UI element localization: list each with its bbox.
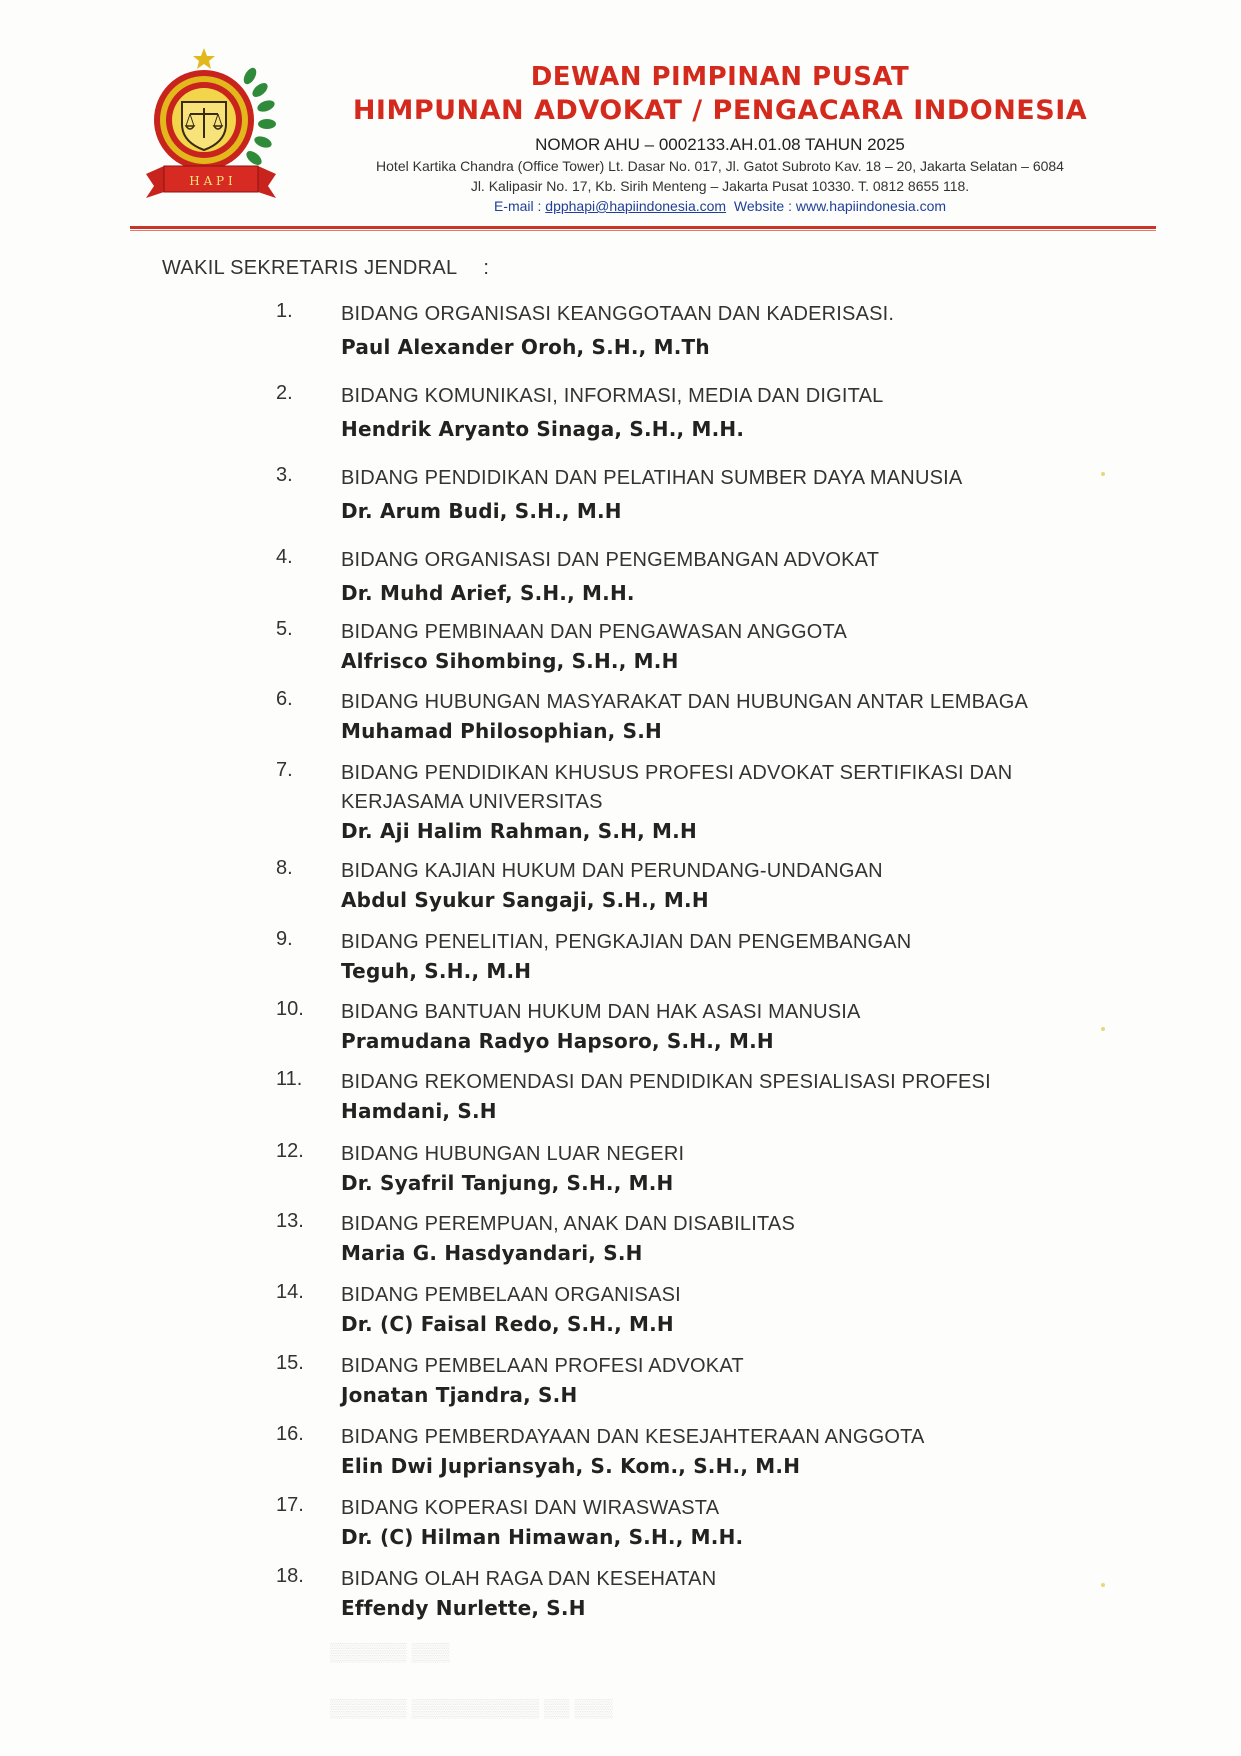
person-name: Paul Alexander Oroh, S.H., M.Th xyxy=(341,335,710,359)
item-field-block xyxy=(341,688,1161,746)
item-number: 1. xyxy=(276,300,293,322)
item-number: 8. xyxy=(276,857,293,879)
person-name: Dr. Aji Halim Rahman, S.H, M.H xyxy=(341,819,697,843)
field-title: BIDANG PEMBELAAN ORGANISASI xyxy=(341,1284,681,1306)
bleed-through-mark: ▒▒▒▒▒▒ ▒▒▒▒▒▒▒▒▒▒ ▒▒ ▒▒▒ xyxy=(330,1698,613,1718)
item-field-block xyxy=(341,857,1161,915)
address-line-2: Jl. Kalipasir No. 17, Kb. Sirih Menteng – Jakarta Pusat 10330. T. 0812 8655 118. xyxy=(470,178,970,194)
item-field-block xyxy=(341,464,1161,526)
scan-speck xyxy=(1101,1583,1105,1587)
website-label: Website : xyxy=(733,198,792,214)
field-title: BIDANG PEMBINAAN DAN PENGAWASAN ANGGOTA xyxy=(341,621,848,643)
person-name: Alfrisco Sihombing, S.H., M.H xyxy=(341,649,679,673)
item-number: 2. xyxy=(276,382,293,404)
letterhead-text xyxy=(310,60,1130,216)
contact-line xyxy=(310,196,1130,216)
email-link[interactable]: dpphapi@hapiindonesia.com xyxy=(545,198,727,214)
item-field-block xyxy=(341,618,1161,676)
person-name: Maria G. Hasdyandari, S.H xyxy=(341,1241,643,1265)
item-number: 10. xyxy=(276,998,304,1020)
item-number: 12. xyxy=(276,1140,304,1162)
field-title: BIDANG PEMBELAAN PROFESI ADVOKAT xyxy=(341,1355,744,1377)
item-field-block xyxy=(341,759,1161,846)
item-number: 5. xyxy=(276,618,293,640)
person-name: Pramudana Radyo Hapsoro, S.H., M.H xyxy=(341,1029,774,1053)
svg-text:H A P I: H A P I xyxy=(189,174,233,188)
scan-speck xyxy=(1101,1027,1105,1031)
field-title: BIDANG PEREMPUAN, ANAK DAN DISABILITAS xyxy=(341,1213,796,1235)
field-title: BIDANG REKOMENDASI DAN PENDIDIKAN SPESIALISASI PROFESI xyxy=(341,1071,991,1093)
person-name: Muhamad Philosophian, S.H xyxy=(341,719,662,743)
field-title: BIDANG OLAH RAGA DAN KESEHATAN xyxy=(341,1568,717,1590)
section-title-colon: : xyxy=(483,257,490,279)
person-name: Effendy Nurlette, S.H xyxy=(341,1596,586,1620)
item-field-block xyxy=(341,1281,1161,1339)
item-field-block xyxy=(341,382,1161,444)
field-title: BIDANG PENELITIAN, PENGKAJIAN DAN PENGEMBANGAN xyxy=(341,931,912,953)
org-council-title: DEWAN PIMPINAN PUSAT xyxy=(530,62,910,92)
person-name: Elin Dwi Jupriansyah, S. Kom., S.H., M.H xyxy=(341,1454,801,1478)
item-number: 15. xyxy=(276,1352,304,1374)
letterhead-divider xyxy=(130,226,1156,229)
item-field-block xyxy=(341,1210,1161,1268)
section-title-text: WAKIL SEKRETARIS JENDRAL xyxy=(162,257,458,279)
item-number: 16. xyxy=(276,1423,304,1445)
item-field-block xyxy=(341,928,1161,986)
field-title: BIDANG HUBUNGAN MASYARAKAT DAN HUBUNGAN ANTAR LEMBAGA xyxy=(341,691,1029,713)
person-name: Jonatan Tjandra, S.H xyxy=(341,1383,578,1407)
field-title: BIDANG KAJIAN HUKUM DAN PERUNDANG-UNDANGAN xyxy=(341,860,883,882)
field-title: BIDANG KOMUNIKASI, INFORMASI, MEDIA DAN DIGITAL xyxy=(341,385,884,407)
scan-speck xyxy=(1101,472,1105,476)
person-name: Dr. Syafril Tanjung, S.H., M.H xyxy=(341,1171,674,1195)
email-label: E-mail : xyxy=(493,198,542,214)
item-field-block xyxy=(341,1068,1161,1126)
bleed-through-mark: ▒▒▒▒▒▒ ▒▒▒ xyxy=(330,1642,450,1662)
person-name: Dr. (C) Faisal Redo, S.H., M.H xyxy=(341,1312,674,1336)
item-number: 14. xyxy=(276,1281,304,1303)
item-field-block xyxy=(341,300,1161,362)
field-title: BIDANG PEMBERDAYAAN DAN KESEJAHTERAAN ANGGOTA xyxy=(341,1426,925,1448)
item-number: 4. xyxy=(276,546,293,568)
item-field-block xyxy=(341,1140,1161,1198)
item-field-block xyxy=(341,1423,1161,1481)
item-number: 17. xyxy=(276,1494,304,1516)
letterhead-divider-thin xyxy=(130,230,1156,231)
item-number: 11. xyxy=(276,1068,303,1090)
hapi-emblem-logo xyxy=(142,46,280,214)
field-title: BIDANG ORGANISASI DAN PENGEMBANGAN ADVOKAT xyxy=(341,549,880,571)
item-field-block xyxy=(341,1565,1161,1623)
person-name: Dr. Arum Budi, S.H., M.H xyxy=(341,499,622,523)
person-name: Hendrik Aryanto Sinaga, S.H., M.H. xyxy=(341,417,745,441)
item-field-block xyxy=(341,1494,1161,1552)
item-number: 18. xyxy=(276,1565,304,1587)
field-title: BIDANG BANTUAN HUKUM DAN HAK ASASI MANUSIA xyxy=(341,1001,861,1023)
field-title: BIDANG KOPERASI DAN WIRASWASTA xyxy=(341,1497,720,1519)
letterhead xyxy=(0,0,1241,240)
field-title: BIDANG PENDIDIKAN KHUSUS PROFESI ADVOKAT SERTIFIKASI DAN KERJASAMA UNIVERSITAS xyxy=(341,762,1013,813)
item-field-block xyxy=(341,1352,1161,1410)
field-title: BIDANG HUBUNGAN LUAR NEGERI xyxy=(341,1143,685,1165)
person-name: Teguh, S.H., M.H xyxy=(341,959,532,983)
person-name: Hamdani, S.H xyxy=(341,1099,497,1123)
org-name-title: HIMPUNAN ADVOKAT / PENGACARA INDONESIA xyxy=(352,95,1088,126)
person-name: Abdul Syukur Sangaji, S.H., M.H xyxy=(341,888,709,912)
item-number: 13. xyxy=(276,1210,304,1232)
item-field-block xyxy=(341,546,1161,608)
item-number: 9. xyxy=(276,928,293,950)
section-title xyxy=(162,257,489,280)
registration-number: NOMOR AHU – 0002133.AH.01.08 TAHUN 2025 xyxy=(535,135,905,154)
item-field-block xyxy=(341,998,1161,1056)
website-link[interactable]: www.hapiindonesia.com xyxy=(795,198,947,214)
item-number: 3. xyxy=(276,464,293,486)
item-number: 7. xyxy=(276,759,293,781)
item-number: 6. xyxy=(276,688,293,710)
field-title: BIDANG PENDIDIKAN DAN PELATIHAN SUMBER DAYA MANUSIA xyxy=(341,467,963,489)
address-line-1: Hotel Kartika Chandra (Office Tower) Lt. Dasar No. 017, Jl. Gatot Subroto Kav. 18 – 20, Jakarta Selatan – 6084 xyxy=(376,158,1064,174)
field-title: BIDANG ORGANISASI KEANGGOTAAN DAN KADERISASI. xyxy=(341,303,895,325)
person-name: Dr. (C) Hilman Himawan, S.H., M.H. xyxy=(341,1525,744,1549)
person-name: Dr. Muhd Arief, S.H., M.H. xyxy=(341,581,635,605)
